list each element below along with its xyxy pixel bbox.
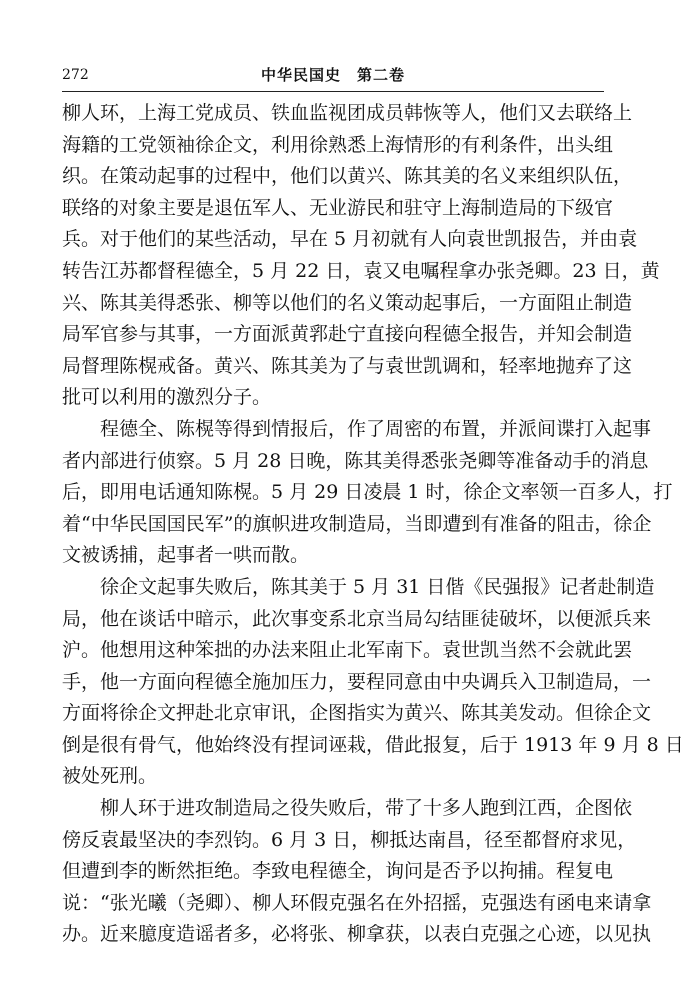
body-text bbox=[62, 98, 684, 951]
text-line: 批可以利用的激烈分子。 bbox=[62, 386, 272, 409]
text-line: 倒是很有骨气，他始终没有捏词诬栽，借此报复，后于 1913 年 9 月 8 日 bbox=[62, 733, 684, 756]
text-line: 柳人环，上海工党成员、铁血监视团成员韩恢等人，他们又去联络上 bbox=[62, 102, 633, 124]
text-line: 傍反袁最坚决的李烈钧。6 月 3 日，柳抵达南昌，径至都督府求见， bbox=[62, 828, 637, 851]
running-header bbox=[62, 64, 604, 88]
text-line: 兴、陈其美得悉张、柳等以他们的名义策动起事后，一方面阻止制造 bbox=[62, 291, 633, 314]
text-line: 局，他在谈话中暗示，此次事变系北京当局勾结匪徒破坏，以便派兵来 bbox=[62, 607, 652, 630]
text-line: 办。近来臆度造谣者多，必将张、柳拿获，以表白克强之心迹，以见执 bbox=[62, 923, 652, 946]
text-line: 说：“张光曦（尧卿）、柳人环假克强名在外招摇，克强迭有函电来请拿 bbox=[62, 891, 652, 914]
text-line: 海籍的工党领袖徐企文，利用徐熟悉上海情形的有利条件，出头组 bbox=[62, 133, 614, 156]
text-line: 程德全、陈榥等得到情报后，作了周密的布置，并派间谍打入起事 bbox=[100, 417, 652, 440]
text-line: 着“中华民国国民军”的旗帜进攻制造局，当即遭到有准备的阻击，徐企 bbox=[62, 512, 652, 535]
text-line: 织。在策动起事的过程中，他们以黄兴、陈其美的名义来组织队伍， bbox=[62, 165, 633, 188]
text-line: 方面将徐企文押赴北京审讯，企图指实为黄兴、陈其美发动。但徐企文 bbox=[62, 702, 652, 725]
text-line: 文被诱捕，起事者一哄而散。 bbox=[62, 544, 310, 567]
text-line: 转告江苏都督程德全，5 月 22 日，袁又电嘱程拿办张尧卿。23 日，黄 bbox=[62, 259, 660, 282]
text-line: 联络的对象主要是退伍军人、无业游民和驻守上海制造局的下级官 bbox=[62, 196, 614, 219]
text-line: 沪。他想用这种笨拙的办法来阻止北军南下。袁世凯当然不会就此罢 bbox=[62, 639, 633, 662]
text-line: 柳人环于进攻制造局之役失败后，带了十多人跑到江西，企图依 bbox=[100, 797, 633, 820]
book-title: 中华民国史 第二卷 bbox=[260, 66, 405, 84]
text-line: 局督理陈榥戒备。黄兴、陈其美为了与袁世凯调和，轻率地抛弃了这 bbox=[62, 354, 633, 377]
text-line: 兵。对于他们的某些活动，早在 5 月初就有人向袁世凯报告，并由袁 bbox=[62, 228, 638, 251]
header-rule bbox=[62, 91, 604, 92]
text-line: 局军官参与其事，一方面派黄郛赴宁直接向程德全报告，并知会制造 bbox=[62, 323, 633, 346]
text-line: 者内部进行侦察。5 月 28 日晚，陈其美得悉张尧卿等准备动手的消息 bbox=[62, 449, 649, 472]
text-line: 徐企文起事失败后，陈其美于 5 月 31 日偕《民强报》记者赴制造 bbox=[100, 575, 655, 598]
text-line: 但遭到李的断然拒绝。李致电程德全，询问是否予以拘捕。程复电 bbox=[62, 860, 614, 883]
text-line: 手，他一方面向程德全施加压力，要程同意由中央调兵入卫制造局，一 bbox=[62, 670, 652, 693]
text-line: 被处死刑。 bbox=[62, 765, 158, 788]
page-number: 272 bbox=[62, 67, 89, 83]
text-line: 后，即用电话通知陈榥。5 月 29 日凌晨 1 时，徐企文率领一百多人，打 bbox=[62, 481, 673, 504]
